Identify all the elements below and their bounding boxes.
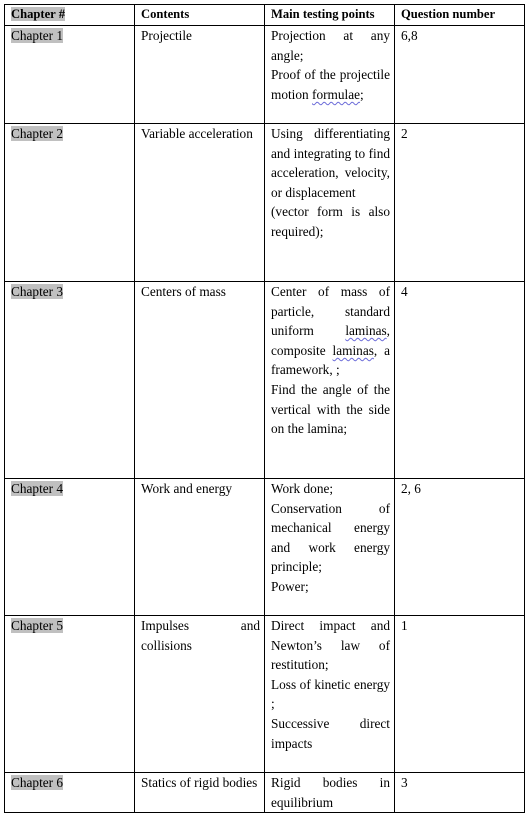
point-text: Rigid bodies in equilibrium (271, 775, 390, 810)
question-cell (395, 479, 525, 616)
question-number: 4 (401, 284, 408, 299)
table-row (5, 282, 525, 479)
question-cell (395, 124, 525, 282)
point-fragment: Center of mass of particle, standard uniform (271, 284, 390, 339)
contents-text: Statics of rigid bodies (141, 775, 258, 790)
point-text: Power; (271, 578, 309, 594)
question-cell (395, 282, 525, 479)
chapter-cell (5, 124, 135, 282)
contents-text: Projectile (141, 28, 192, 43)
points-cell (265, 479, 395, 616)
header-points-label: Main testing points (271, 7, 375, 21)
table-row (5, 479, 525, 616)
point-text: Using differentiating and integrating to find acceleration, velocity, or displacement (271, 126, 390, 200)
point-text: Projection at any angle; (271, 28, 390, 63)
chapter-label: Chapter 5 (11, 618, 64, 633)
points-cell (265, 282, 395, 479)
contents-cell (135, 124, 265, 282)
chapter-cell (5, 773, 135, 813)
chapter-label: Chapter 6 (11, 775, 64, 790)
point-text: Loss of kinetic energy ; (271, 676, 390, 712)
point-fragment: , composite (271, 323, 390, 358)
points-cell (265, 124, 395, 282)
point-fragment: ; (360, 86, 364, 102)
question-number: 6,8 (401, 28, 418, 43)
question-number: 2, 6 (401, 481, 421, 496)
chapter-label: Chapter 2 (11, 126, 64, 141)
point-text: Direct impact and Newton’s law of restitution; (271, 618, 390, 673)
contents-cell (135, 282, 265, 479)
contents-text: Variable acceleration (141, 126, 253, 141)
point-fragment: Proof of the projectile motion (271, 67, 390, 102)
question-number: 3 (401, 775, 408, 790)
chapter-label: Chapter 1 (11, 28, 64, 43)
contents-cell (135, 479, 265, 616)
chapter-cell (5, 616, 135, 773)
spellcheck-word: formulae (312, 86, 361, 102)
contents-text: Centers of mass (141, 284, 226, 299)
point-text: Find the angle of the vertical with the side on the lamina; (271, 381, 390, 437)
table-row (5, 26, 525, 124)
points-cell (265, 26, 395, 124)
point-fragment: , a framework, ; (271, 342, 390, 378)
header-main-testing-points (265, 5, 395, 26)
question-cell (395, 616, 525, 773)
question-number: 1 (401, 618, 408, 633)
spellcheck-word: laminas (345, 323, 387, 339)
points-cell (265, 616, 395, 773)
question-cell (395, 26, 525, 124)
question-number: 2 (401, 126, 408, 141)
chapter-cell (5, 282, 135, 479)
contents-cell (135, 616, 265, 773)
header-contents (135, 5, 265, 26)
contents-cell (135, 773, 265, 813)
header-question-number (395, 5, 525, 26)
header-row (5, 5, 525, 26)
chapter-cell (5, 26, 135, 124)
contents-cell (135, 26, 265, 124)
header-chapter (5, 5, 135, 26)
contents-text: Work and energy (141, 481, 232, 496)
point-text: Work done; (271, 481, 334, 496)
points-cell (265, 773, 395, 813)
table-row (5, 773, 525, 813)
contents-text: Impulses and collisions (141, 618, 260, 653)
spellcheck-word: laminas (332, 342, 374, 358)
point-text: (vector form is also required); (271, 204, 390, 239)
point-text (271, 65, 390, 104)
point-text: Successive direct impacts (271, 715, 390, 751)
chapter-label: Chapter 3 (11, 284, 64, 299)
chapter-label: Chapter 4 (11, 481, 64, 496)
header-contents-label: Contents (141, 7, 190, 21)
point-text: Conservation of mechanical energy and work energy principle; (271, 500, 390, 575)
point-text (271, 282, 390, 380)
chapter-cell (5, 479, 135, 616)
chapter-table (4, 4, 525, 813)
table-row (5, 124, 525, 282)
table-row (5, 616, 525, 773)
question-cell (395, 773, 525, 813)
header-question-label: Question number (401, 7, 496, 21)
header-chapter-label: Chapter # (11, 7, 65, 21)
